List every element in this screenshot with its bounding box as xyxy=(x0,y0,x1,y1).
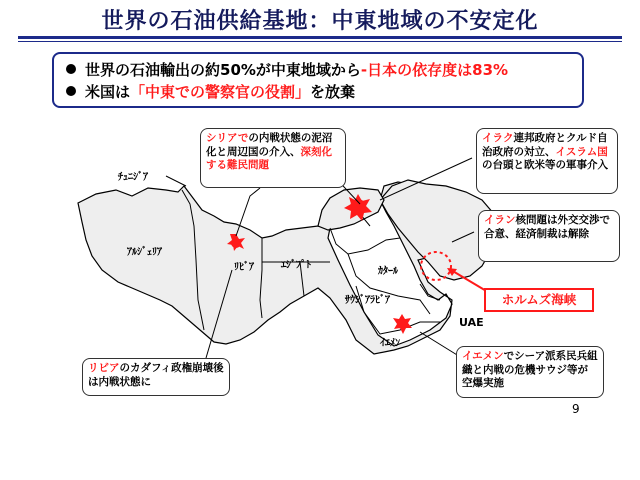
label-uae: UAE xyxy=(459,316,484,329)
label-egypt: ｴｼﾞﾌﾟﾄ xyxy=(281,260,311,271)
callout-iran: イラン核問題は外交交渉で合意、経済制裁は解除 xyxy=(478,210,620,262)
callout-libya: リビアのカダフィ政権崩壊後は内戦状態に xyxy=(82,358,230,396)
summary-line-1: 世界の石油輸出の約50%が中東地域から-日本の依存度は83% xyxy=(66,59,508,80)
callout-yemen: イエメンでシーア派系民兵組織と内戦の危機サウジ等が空爆実施 xyxy=(456,346,604,398)
page-number: 9 xyxy=(572,402,580,416)
summary-line-2: 米国は「中東での警察官の役割」を放棄 xyxy=(66,81,355,102)
label-saudi-arabia: ｻｳｼﾞｱﾗﾋﾞｱ xyxy=(345,295,390,306)
callout-iraq: イラク連邦政府とクルド自治政府の対立、イスラム国の台頭と欧米等の軍事介入 xyxy=(476,128,618,194)
callout-syria: シリアでの内戦状態の泥沼化と周辺国の介入、深刻化する難民問題 xyxy=(200,128,346,188)
label-yemen: ｲｴﾒﾝ xyxy=(380,338,400,349)
label-algeria: ｱﾙｼﾞｪﾘｱ xyxy=(127,247,162,258)
label-qatar: ｶﾀｰﾙ xyxy=(378,266,398,277)
label-libya: ﾘﾋﾞｱ xyxy=(234,262,254,273)
hormuz-label: ホルムズ海峡 xyxy=(484,288,594,312)
label-tunisia: ﾁｭﾆｼﾞｱ xyxy=(118,172,148,183)
slide-title: 世界の石油供給基地：中東地域の不安定化 xyxy=(101,9,539,34)
